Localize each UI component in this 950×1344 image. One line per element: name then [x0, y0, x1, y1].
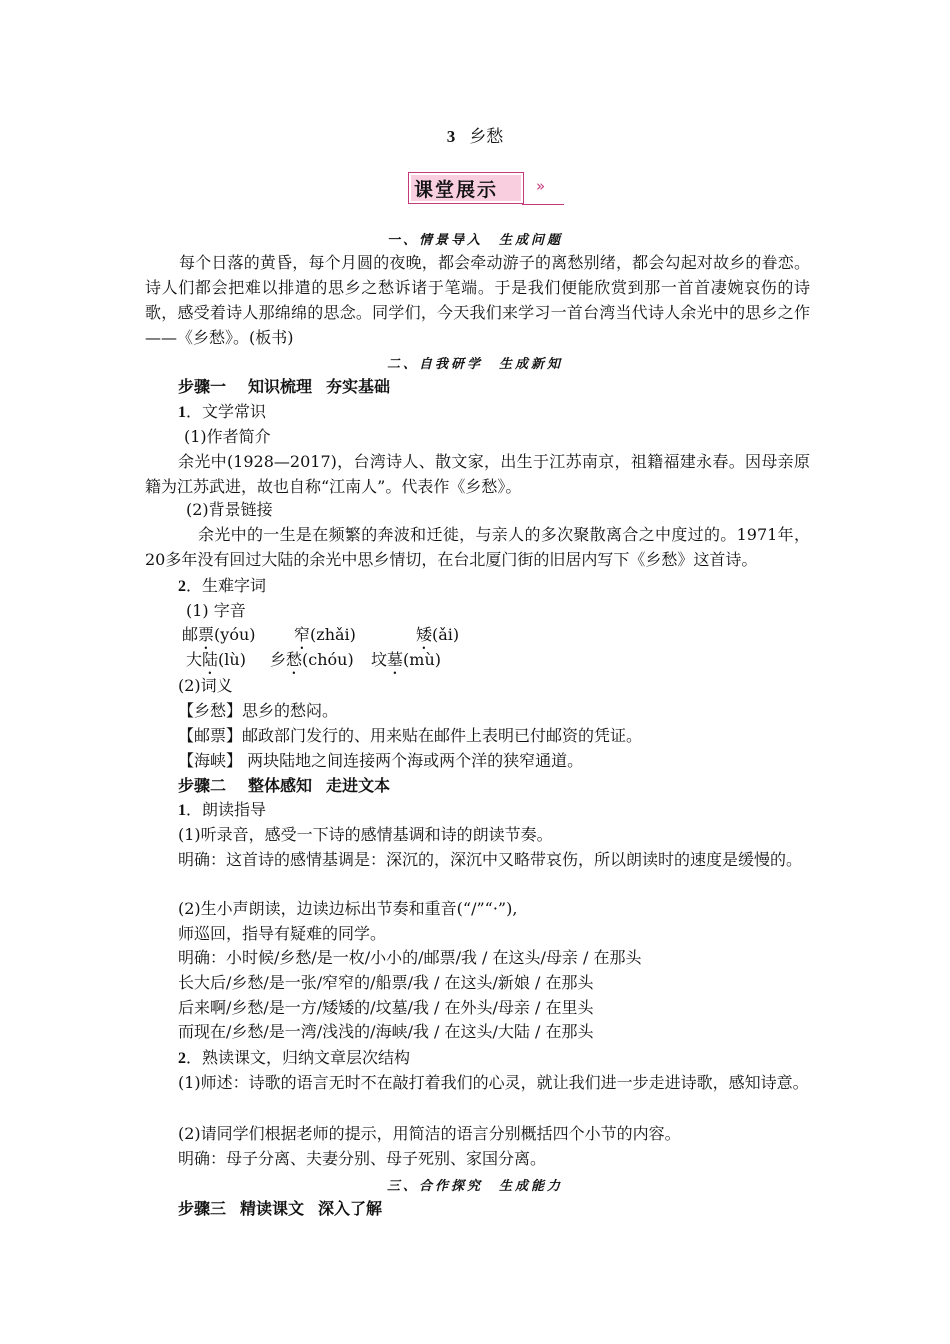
step-three-heading: 步骤三 精读课文 深入了解	[178, 1199, 383, 1218]
literature-heading: 1．文学常识	[178, 402, 267, 421]
lesson-number: 3	[446, 127, 456, 146]
author-label: (1)作者简介	[184, 427, 271, 446]
reading-heading: 1．朗读指导	[178, 800, 267, 819]
reading-question-2: (2)生小声朗读，边读边标出节奏和重音(“/”“·”),	[178, 899, 518, 918]
classroom-display-badge	[408, 172, 556, 204]
poem-line: 长大后/乡愁/是一张/窄窄的/船票/我 / 在这头/新娘 / 在那头	[178, 973, 594, 992]
intro-paragraph: 每个日落的黄昏，每个月圆的夜晚，都会牵动游子的离愁别绪，都会勾起对故乡的眷恋。诗人们都会把难以排遣的思乡之愁诉诸于笔端。于是我们便能欣赏到那一首首凄婉哀伤的诗歌，感受着诗人那绵绵的思念。同学们，今天我们来学习一首台湾当代诗人余光中的思乡之作——《乡愁》。(板书)	[145, 253, 810, 347]
structure-question-2: (2)请同学们根据老师的提示，用简洁的语言分别概括四个小节的内容。	[178, 1124, 681, 1143]
reading-question-1: (1)听录音，感受一下诗的感情基调和诗的朗读节奏。	[178, 825, 553, 844]
poem-line: 后来啊/乡愁/是一方/矮矮的/坟墓/我 / 在外头/母亲 / 在里头	[178, 998, 594, 1017]
vocab-word: 邮票(yóu)	[182, 625, 256, 644]
reading-answer-1: 明确：这首诗的感情基调是：深沉的，深沉中又略带哀伤，所以朗读时的速度是缓慢的。	[178, 850, 803, 869]
background-text: 余光中的一生是在频繁的奔波和迁徙，与亲人的多次聚散离合之中度过的。1971年，20多年没有回过大陆的余光中思乡情切，在台北厦门街的旧居内写下《乡愁》这首诗。	[145, 525, 810, 569]
author-text: 余光中(1928—2017)，台湾诗人、散文家，出生于江苏南京，祖籍福建永春。因母亲原籍为江苏武进，故也自称“江南人”。代表作《乡愁》。	[145, 452, 810, 496]
meaning-item: 【海峡】 两块陆地之间连接两个海或两个洋的狭窄通道。	[178, 751, 584, 770]
vocab-word: 矮(ǎi)	[416, 625, 460, 644]
poem-line: 而现在/乡愁/是一湾/浅浅的/海峡/我 / 在这头/大陆 / 在那头	[178, 1022, 594, 1041]
step-two-heading: 步骤二 整体感知 走进文本	[178, 776, 391, 795]
lesson-title-text: 乡愁	[469, 127, 504, 147]
background-label: (2)背景链接	[186, 500, 273, 519]
meaning-item: 【邮票】邮政部门发行的、用来贴在邮件上表明已付邮资的凭证。	[178, 726, 643, 745]
structure-question-1: (1)师述：诗歌的语言无时不在敲打着我们的心灵，就让我们进一步走进诗歌，感知诗意。	[178, 1073, 809, 1092]
section-heading-2: 二、自我研学 生成新知	[386, 357, 563, 372]
structure-answer-2: 明确：母子分离、夫妻分别、母子死别、家国分离。	[178, 1149, 547, 1168]
vocab-word: 乡愁(chóu)	[270, 650, 354, 669]
lesson-title	[0, 127, 950, 147]
badge-label: 课堂展示	[414, 179, 499, 201]
vocab-heading: 2．生难字词	[178, 576, 267, 595]
section-heading-1: 一、情景导入 生成问题	[386, 233, 563, 248]
vocab-word: 坟墓(mù)	[371, 650, 441, 669]
meaning-item: 【乡愁】思乡的愁闷。	[178, 701, 339, 720]
structure-heading: 2．熟读课文，归纳文章层次结构	[178, 1048, 411, 1067]
step-one-heading: 步骤一 知识梳理 夯实基础	[178, 377, 391, 396]
reading-question-2b: 师巡回，指导有疑难的同学。	[178, 924, 387, 943]
poem-line: 明确：小时候/乡愁/是一枚/小小的/邮票/我 / 在这头/母亲 / 在那头	[178, 948, 642, 967]
vocab-word: 大陆(lù)	[186, 650, 246, 669]
pronunciation-label: (1) 字音	[186, 601, 246, 620]
section-heading-3: 三、合作探究 生成能力	[386, 1179, 563, 1194]
double-arrow-icon: »	[536, 177, 546, 195]
meaning-label: (2)词义	[178, 676, 233, 695]
vocab-word: 窄(zhǎi)	[294, 625, 356, 644]
